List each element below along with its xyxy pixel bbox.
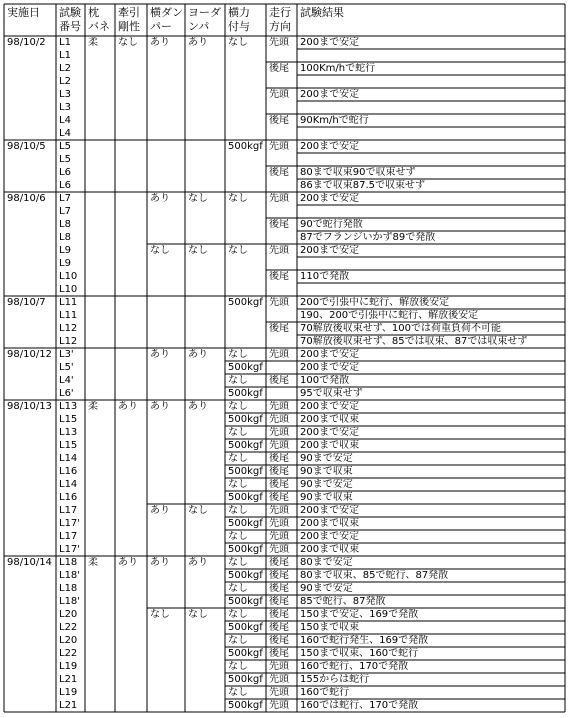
header-pillow_spring-line1: 枕 — [88, 6, 99, 19]
cell-result: 150まで収束、160で蛇行 — [300, 647, 419, 659]
cell-result: 100で発散 — [300, 374, 350, 386]
cell-no: L15 — [59, 439, 78, 451]
cell-no: L5 — [59, 153, 71, 165]
cell-dir: 後尾 — [269, 634, 289, 646]
cell-no: L18' — [59, 595, 81, 607]
cell-yaw_d: あり — [188, 348, 208, 360]
cell-dir: 後尾 — [269, 647, 289, 659]
header-direction-line1: 走行 — [269, 6, 291, 19]
cell-no: L7 — [59, 205, 71, 217]
cell-result: 90で蛇行発散 — [300, 218, 363, 230]
cell-dir: 後尾 — [269, 569, 289, 581]
cell-dir: 先頭 — [269, 686, 289, 698]
cell-result: 160で蛇行発生、169で発散 — [300, 634, 429, 646]
cell-result: 87でフランジいかず89で発散 — [300, 231, 436, 243]
header-direction-line2: 方向 — [269, 20, 291, 33]
cell-result: 200まで安定 — [300, 361, 360, 373]
cell-force: なし — [228, 530, 248, 542]
cell-result: 160で蛇行 — [300, 686, 350, 698]
cell-result: 86まで収束87.5で収束せず — [300, 179, 425, 191]
cell-result: 80まで安定 — [300, 556, 353, 568]
header-pillow_spring-line2: バネ — [88, 20, 110, 33]
header-result: 試験結果 — [300, 6, 344, 19]
cell-result: 200まで収束 — [300, 439, 360, 451]
cell-result: 80まで収束、85で蛇行、87発散 — [300, 569, 449, 581]
cell-force: 500kgf — [228, 647, 263, 659]
cell-no: L13 — [59, 426, 78, 438]
cell-no: L1 — [59, 49, 71, 61]
header-lateral_force-line2: 付与 — [228, 20, 250, 33]
cell-result: 160では蛇行、170で発散 — [300, 699, 419, 711]
cell-no: L20 — [59, 608, 78, 620]
cell-dir: 後尾 — [269, 491, 289, 503]
cell-dir: 後尾 — [269, 374, 289, 386]
cell-result: 200まで安定 — [300, 244, 360, 256]
cell-result: 200まで安定 — [300, 192, 360, 204]
header-traction_stiffness-line1: 牽引 — [118, 6, 140, 19]
cell-force: 500kgf — [228, 621, 263, 633]
cell-dir: 後尾 — [269, 114, 289, 126]
cell-force: なし — [228, 634, 248, 646]
cell-no: L4' — [59, 374, 74, 386]
cell-no: L17 — [59, 530, 78, 542]
cell-dir: 先頭 — [269, 244, 289, 256]
cell-force: 500kgf — [228, 439, 263, 451]
cell-no: L9 — [59, 257, 71, 269]
cell-no: L2 — [59, 75, 71, 87]
cell-no: L17 — [59, 504, 78, 516]
cell-no: L18 — [59, 556, 78, 568]
cell-no: L21 — [59, 673, 78, 685]
cell-force: なし — [228, 686, 248, 698]
header-test_no-line1: 試験 — [59, 6, 81, 19]
cell-no: L19 — [59, 686, 78, 698]
test-date: 98/10/13 — [7, 401, 52, 412]
cell-dir: 先頭 — [269, 413, 289, 425]
cell-no: L1 — [59, 36, 71, 48]
cell-lat_d: あり — [150, 504, 170, 516]
cell-no: L18 — [59, 582, 78, 594]
cell-no: L4 — [59, 127, 71, 139]
cell-force: なし — [228, 244, 248, 256]
cell-lat_d: あり — [150, 400, 170, 412]
cell-force: なし — [228, 608, 248, 620]
cell-dir: 後尾 — [269, 270, 289, 282]
cell-force: 500kgf — [228, 140, 263, 152]
cell-dir: 先頭 — [269, 504, 289, 516]
cell-no: L21 — [59, 699, 78, 711]
cell-force: 500kgf — [228, 413, 263, 425]
cell-dir: 後尾 — [269, 595, 289, 607]
cell-yaw_d: なし — [188, 244, 208, 256]
cell-result: 160で蛇行、170で発散 — [300, 660, 409, 672]
cell-force: なし — [228, 348, 248, 360]
cell-result: 95で収束せず — [300, 387, 363, 399]
cell-no: L14 — [59, 478, 78, 490]
cell-no: L2 — [59, 62, 71, 74]
cell-result: 190、200で引張中に蛇行、解放後安定 — [300, 309, 479, 321]
cell-trac: あり — [118, 400, 138, 412]
cell-dir: 後尾 — [269, 322, 289, 334]
cell-dir: 先頭 — [269, 517, 289, 529]
cell-force: 500kgf — [228, 387, 263, 399]
cell-lat_d: あり — [150, 348, 170, 360]
cell-no: L19 — [59, 660, 78, 672]
cell-force: なし — [228, 660, 248, 672]
cell-yaw_d: あり — [188, 36, 208, 48]
header-yaw_damper-line2: ンパ — [188, 20, 210, 33]
cell-dir: 後尾 — [269, 218, 289, 230]
cell-result: 90まで安定 — [300, 478, 353, 490]
cell-dir: 先頭 — [269, 296, 289, 308]
cell-dir: 後尾 — [269, 62, 289, 74]
cell-force: 500kgf — [228, 491, 263, 503]
cell-result: 150まで安定、169で発散 — [300, 608, 419, 620]
cell-lat_d: あり — [150, 36, 170, 48]
cell-spring: 柔 — [88, 556, 98, 568]
cell-dir: 先頭 — [269, 439, 289, 451]
cell-no: L13 — [59, 400, 78, 412]
cell-no: L22 — [59, 621, 78, 633]
cell-dir: 後尾 — [269, 452, 289, 464]
cell-yaw_d: なし — [188, 504, 208, 516]
cell-spring: 柔 — [88, 36, 98, 48]
cell-result: 200で引張中に蛇行、解放後安定 — [300, 296, 450, 308]
header-traction_stiffness-line2: 剛性 — [118, 20, 140, 33]
cell-result: 70解放後収束せず、85では収束、87では収束せず — [300, 335, 528, 347]
cell-dir: 後尾 — [269, 166, 289, 178]
header-lateral_damper-line1: 横ダン — [150, 6, 184, 19]
cell-no: L11 — [59, 296, 78, 308]
cell-no: L17' — [59, 543, 81, 555]
cell-dir: 後尾 — [269, 621, 289, 633]
cell-no: L9 — [59, 244, 71, 256]
cell-force: 500kgf — [228, 361, 263, 373]
cell-no: L16 — [59, 465, 78, 477]
cell-no: L22 — [59, 647, 78, 659]
cell-force: 500kgf — [228, 699, 263, 711]
header-date: 実施日 — [7, 6, 40, 19]
cell-force: なし — [228, 192, 248, 204]
cell-no: L12 — [59, 335, 78, 347]
cell-lat_d: あり — [150, 556, 170, 568]
cell-result: 110で発散 — [300, 270, 350, 282]
cell-result: 100Km/hで蛇行 — [300, 62, 376, 74]
cell-result: 200まで安定 — [300, 140, 360, 152]
cell-lat_d: なし — [150, 244, 170, 256]
cell-no: L17' — [59, 517, 81, 529]
cell-yaw_d: あり — [188, 556, 208, 568]
cell-no: L15 — [59, 413, 78, 425]
cell-result: 90Km/hで蛇行 — [300, 114, 369, 126]
cell-no: L20 — [59, 634, 78, 646]
cell-no: L6 — [59, 179, 71, 191]
cell-no: L7 — [59, 192, 71, 204]
cell-no: L16 — [59, 491, 78, 503]
cell-yaw_d: なし — [188, 608, 208, 620]
cell-dir: 後尾 — [269, 608, 289, 620]
cell-dir: 後尾 — [269, 582, 289, 594]
cell-no: L4 — [59, 114, 71, 126]
cell-dir: 先頭 — [269, 426, 289, 438]
cell-no: L6' — [59, 387, 74, 399]
cell-result: 200まで安定 — [300, 348, 360, 360]
cell-force: なし — [228, 36, 248, 48]
cell-force: 500kgf — [228, 595, 263, 607]
cell-result: 80まで収束90で収束せず — [300, 166, 416, 178]
header-lateral_force-line1: 横力 — [228, 6, 250, 19]
cell-result: 200まで安定 — [300, 504, 360, 516]
cell-result: 200まで収束 — [300, 517, 360, 529]
cell-no: L3 — [59, 88, 71, 100]
cell-no: L5' — [59, 361, 74, 373]
cell-dir: 先頭 — [269, 192, 289, 204]
cell-no: L5 — [59, 140, 71, 152]
cell-result: 70解放後収束せず、100では荷重負荷不可能 — [300, 322, 502, 334]
cell-result: 85で蛇行、87発散 — [300, 595, 386, 607]
cell-lat_d: あり — [150, 192, 170, 204]
cell-force: 500kgf — [228, 517, 263, 529]
cell-yaw_d: あり — [188, 400, 208, 412]
cell-no: L3' — [59, 348, 74, 360]
cell-no: L14 — [59, 452, 78, 464]
cell-result: 90まで安定 — [300, 582, 353, 594]
cell-dir: 先頭 — [269, 36, 289, 48]
cell-dir: 後尾 — [269, 556, 289, 568]
cell-no: L12 — [59, 322, 78, 334]
test-date: 98/10/12 — [7, 349, 52, 360]
cell-result: 90まで収束 — [300, 491, 353, 503]
test-date: 98/10/14 — [7, 557, 52, 568]
cell-trac: なし — [118, 36, 138, 48]
cell-result: 200まで安定 — [300, 400, 360, 412]
cell-dir: 先頭 — [269, 673, 289, 685]
cell-force: なし — [228, 582, 248, 594]
cell-result: 150まで収束 — [300, 621, 360, 633]
cell-dir: 先頭 — [269, 543, 289, 555]
test-date: 98/10/7 — [7, 297, 46, 308]
cell-force: 500kgf — [228, 465, 263, 477]
cell-dir: 後尾 — [269, 478, 289, 490]
cell-no: L8 — [59, 218, 71, 230]
header-test_no-line2: 番号 — [59, 20, 81, 33]
cell-force: なし — [228, 556, 248, 568]
cell-dir: 先頭 — [269, 530, 289, 542]
cell-force: 500kgf — [228, 296, 263, 308]
cell-result: 90まで収束 — [300, 465, 353, 477]
cell-result: 200まで収束 — [300, 543, 360, 555]
cell-dir: 先頭 — [269, 348, 289, 360]
cell-force: なし — [228, 400, 248, 412]
test-date: 98/10/2 — [7, 37, 46, 48]
cell-no: L10 — [59, 270, 78, 282]
cell-dir: 先頭 — [269, 88, 289, 100]
cell-no: L18' — [59, 569, 81, 581]
cell-trac: あり — [118, 556, 138, 568]
test-date: 98/10/6 — [7, 193, 46, 204]
header-yaw_damper-line1: ヨーダ — [188, 6, 221, 19]
cell-spring: 柔 — [88, 400, 98, 412]
cell-force: なし — [228, 426, 248, 438]
cell-result: 90まで安定 — [300, 452, 353, 464]
cell-no: L11 — [59, 309, 78, 321]
cell-force: 500kgf — [228, 543, 263, 555]
cell-result: 200まで安定 — [300, 530, 360, 542]
cell-result: 155からは蛇行 — [300, 673, 370, 685]
cell-yaw_d: なし — [188, 192, 208, 204]
cell-force: なし — [228, 452, 248, 464]
cell-force: 500kgf — [228, 673, 263, 685]
cell-dir: 後尾 — [269, 465, 289, 477]
cell-result: 200まで安定 — [300, 36, 360, 48]
cell-force: なし — [228, 478, 248, 490]
cell-dir: 先頭 — [269, 400, 289, 412]
cell-force: なし — [228, 374, 248, 386]
cell-result: 200まで安定 — [300, 426, 360, 438]
header-lateral_damper-line2: パー — [150, 20, 172, 33]
cell-no: L3 — [59, 101, 71, 113]
cell-dir: 先頭 — [269, 660, 289, 672]
cell-dir: 先頭 — [269, 140, 289, 152]
cell-lat_d: なし — [150, 608, 170, 620]
cell-result: 200まで安定 — [300, 88, 360, 100]
cell-no: L6 — [59, 166, 71, 178]
cell-force: 500kgf — [228, 569, 263, 581]
cell-result: 200まで収束 — [300, 413, 360, 425]
cell-no: L10 — [59, 283, 78, 295]
cell-dir: 先頭 — [269, 699, 289, 711]
cell-no: L8 — [59, 231, 71, 243]
test-date: 98/10/5 — [7, 141, 46, 152]
cell-force: なし — [228, 504, 248, 516]
